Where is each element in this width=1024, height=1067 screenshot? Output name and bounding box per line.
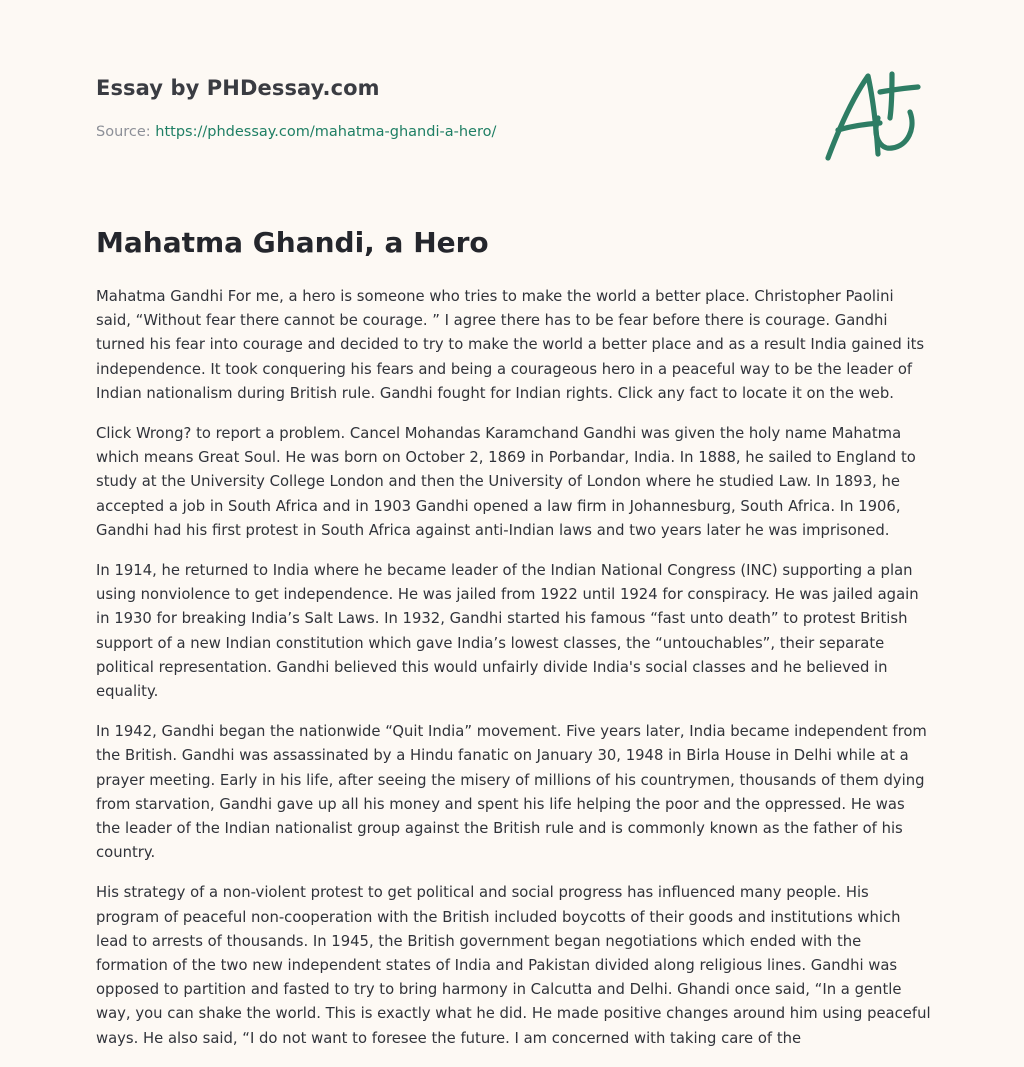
essay-page [96,0,931,1047]
a-plus-logo-icon [822,66,926,166]
essay-paragraph: Click Wrong? to report a problem. Cancel Mohandas Karamchand Gandhi was given the holy name Mahatma which means Great Soul. He was born on October 2, 1869 in Porbandar, India. In 1888, he sailed to England to study at the University College London and then the University of London where he studied Law. In 1893, he accepted a job in South Africa and in 1903 Gandhi opened a law firm in Johannesburg, South Africa. In 1906, Gandhi had his first protest in South Africa against anti-Indian laws and two years later he was imprisoned. [96,425,916,539]
source-link[interactable]: https://phdessay.com/mahatma-ghandi-a-hero/ [155,124,497,140]
source-label: Source: [96,124,156,140]
source-line [96,124,496,140]
essay-title: Mahatma Ghandi, a Hero [96,226,489,259]
essay-body [96,285,931,1067]
essay-paragraph: In 1942, Gandhi began the nationwide “Quit India” movement. Five years later, India became independent from the British. Gandhi was assassinated by a Hindu fanatic on January 30, 1948 in Birla House in Delhi while at a prayer meeting. Early in his life, after seeing the misery of millions of his countrymen, thousands of them dying from starvation, Gandhi gave up all his money and spent his life helping the poor and the oppressed. He was the leader of the Indian nationalist group against the British rule and is commonly known as the father of his country. [96,723,927,862]
site-brand: Essay by PHDessay.com [96,76,380,100]
essay-paragraph: In 1914, he returned to India where he became leader of the Indian National Congress (INC) supporting a plan using nonviolence to get independence. He was jailed from 1922 until 1924 for conspiracy. He was jailed again in 1930 for breaking India’s Salt Laws. In 1932, Gandhi started his famous “fast unto death” to protest British support of a new Indian constitution which gave India’s lowest classes, the “untouchables”, their separate political representation. Gandhi believed this would unfairly divide India's social classes and he believed in equality. [96,562,919,701]
page-header [96,0,931,190]
essay-paragraph: Mahatma Gandhi For me, a hero is someone who tries to make the world a better place. Christopher Paolini said, “Without fear there cannot be courage. ” I agree there has to be fear before there is courage. Gandhi turned his fear into courage and decided to try to make the world a better place and as a result India gained its independence. It took conquering his fears and being a courageous hero in a peaceful way to be the leader of Indian nationalism during British rule. Gandhi fought for Indian rights. Click any fact to locate it on the web. [96,288,925,402]
essay-paragraph: His strategy of a non-violent protest to get political and social progress has influenced many people. His program of peaceful non-cooperation with the British included boycotts of their goods and institutions which lead to arrests of thousands. In 1945, the British government began negotiations which ended with the formation of the two new independent states of India and Pakistan divided along religious lines. Gandhi was opposed to partition and fasted to try to bring harmony in Calcutta and Delhi. Ghandi once said, “In a gentle way, you can shake the world. This is exactly what he did. He made positive changes around him using peaceful ways. He also said, “I do not want to foresee the future. I am concerned with taking care of the [96,884,931,1047]
